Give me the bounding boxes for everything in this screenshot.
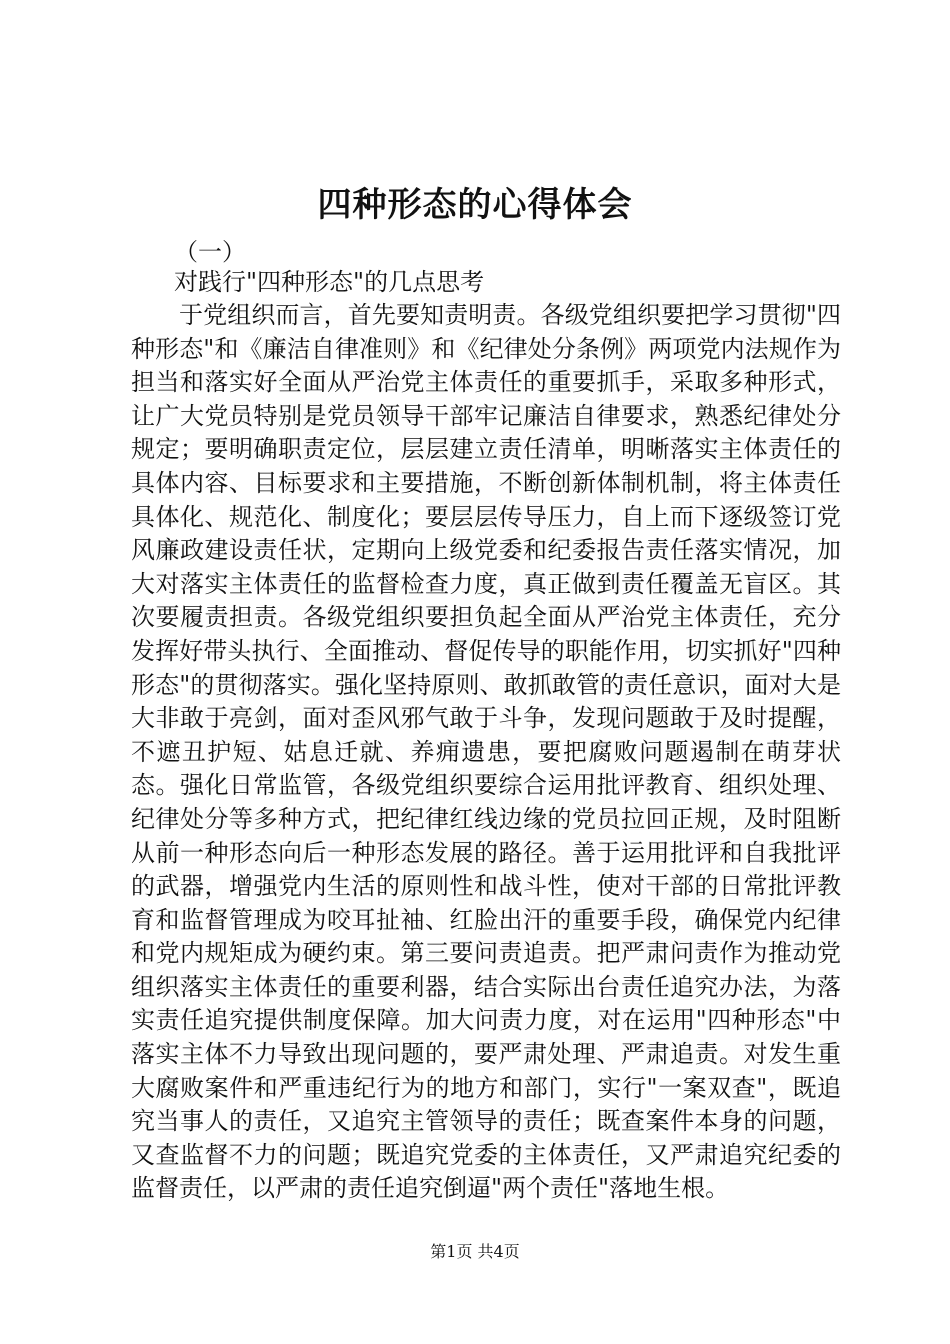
- body-paragraph: 于党组织而言，首先要知责明责。各级党组织要把学习贯彻"四种形态"和《廉洁自律准则》和《纪律处分条例》两项党内法规作为担当和落实好全面从严治党主体责任的重要抓手，采取多种形式，让广大党员特别是党员领导干部牢记廉洁自律要求，熟悉纪律处分规定；要明确职责定位，层层建立责任清单，明晰落实主体责任的具体内容、目标要求和主要措施，不断创新体制机制，将主体责任具体化、规范化、制度化；要层层传导压力，自上而下逐级签订党风廉政建设责任状，定期向上级党委和纪委报告责任落实情况，加大对落实主体责任的监督检查力度，真正做到责任覆盖无盲区。其次要履责担责。各级党组织要担负起全面从严治党主体责任，充分发挥好带头执行、全面推动、督促传导的职能作用，切实抓好"四种形态"的贯彻落实。强化坚持原则、敢抓敢管的责任意识，面对大是大非敢于亮剑，面对歪风邪气敢于斗争，发现问题敢于及时提醒，不遮丑护短、姑息迁就、养痈遗患，要把腐败问题遏制在萌芽状态。强化日常监管，各级党组织要综合运用批评教育、组织处理、纪律处分等多种方式，把纪律红线边缘的党员拉回正规，及时阻断从前一种形态向后一种形态发展的路径。善于运用批评和自我批评的武器，增强党内生活的原则性和战斗性，使对干部的日常批评教育和监督管理成为咬耳扯袖、红脸出汗的重要手段，确保党内纪律和党内规矩成为硬约束。第三要问责追责。把严肃问责作为推动党组织落实主体责任的重要利器，结合实际出台责任追究办法，为落实责任追究提供制度保障。加大问责力度，对在运用"四种形态"中落实主体不力导致出现问题的，要严肃处理、严肃追责。对发生重大腐败案件和严重违纪行为的地方和部门，实行"一案双查"，既追究当事人的责任，又追究主管领导的责任；既查案件本身的问题，又查监督不力的问题；既追究党委的主体责任，又严肃追究纪委的监督责任，以严肃的责任追究倒逼"两个责任"落地生根。: [131, 301, 841, 1203]
- section-subtitle: 对践行"四种形态"的几点思考: [174, 268, 485, 296]
- document-title: 四种形态的心得体会: [317, 185, 633, 225]
- section-marker: （一）: [174, 238, 246, 266]
- page-footer: 第1页 共4页: [430, 1242, 520, 1261]
